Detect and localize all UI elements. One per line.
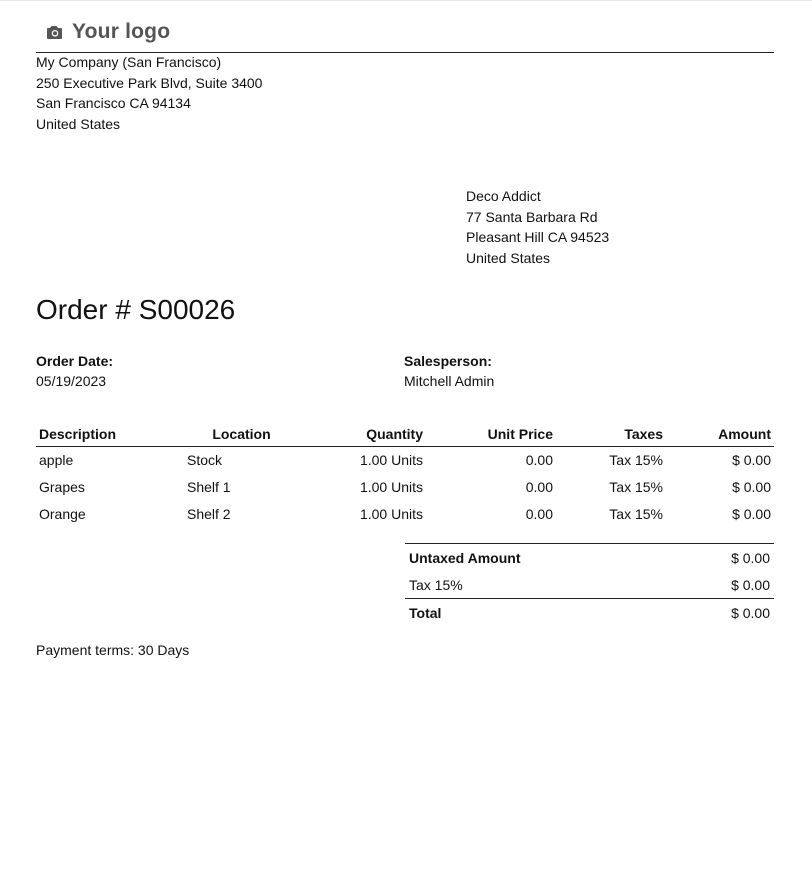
page-top-border	[0, 0, 812, 1]
untaxed-amount-row	[405, 544, 774, 572]
customer-address	[466, 186, 609, 268]
total-value: $ 0.00	[670, 599, 774, 627]
order-date-block	[36, 351, 113, 391]
cell-unit-price: 0.00	[525, 452, 553, 468]
table-row	[36, 500, 774, 527]
cell-taxes: Tax 15%	[609, 452, 663, 468]
cell-taxes: Tax 15%	[609, 505, 663, 522]
cell-unit-price: 0.00	[525, 478, 553, 495]
cell-location: Shelf 1	[187, 478, 231, 495]
cell-description: apple	[39, 452, 74, 468]
untaxed-amount-label: Untaxed Amount	[405, 544, 670, 572]
customer-city: Pleasant Hill CA 94523	[466, 229, 610, 245]
customer-country: United States	[466, 249, 551, 266]
company-logo	[46, 20, 170, 44]
order-date-label: Order Date:	[36, 353, 114, 369]
cell-description: Orange	[39, 505, 86, 522]
cell-unit-price: 0.00	[525, 505, 553, 522]
company-name: My Company (San Francisco)	[36, 54, 222, 70]
column-header-quantity: Quantity	[299, 422, 426, 447]
untaxed-amount-value: $ 0.00	[670, 544, 774, 572]
cell-location: Shelf 2	[187, 505, 231, 522]
column-header-unit-price: Unit Price	[426, 422, 556, 447]
totals-table	[405, 543, 774, 626]
salesperson-value: Mitchell Admin	[404, 373, 495, 389]
camera-icon	[46, 25, 64, 40]
column-header-taxes: Taxes	[556, 422, 666, 447]
company-street: 250 Executive Park Blvd, Suite 3400	[36, 74, 263, 91]
payment-terms: Payment terms: 30 Days	[36, 642, 190, 658]
column-header-amount: Amount	[666, 422, 774, 447]
column-header-description: Description	[36, 422, 184, 447]
cell-description: Grapes	[39, 478, 85, 495]
customer-name: Deco Addict	[466, 188, 541, 204]
column-header-location: Location	[184, 422, 299, 447]
customer-street: 77 Santa Barbara Rd	[466, 208, 598, 225]
company-city: San Francisco CA 94134	[36, 95, 191, 111]
tax-label: Tax 15%	[409, 576, 463, 593]
table-header-row	[36, 422, 774, 447]
total-label: Total	[405, 599, 670, 627]
salesperson-label: Salesperson:	[404, 353, 492, 369]
cell-quantity: 1.00 Units	[359, 452, 423, 468]
cell-amount: $ 0.00	[732, 452, 771, 468]
cell-amount: $ 0.00	[732, 478, 771, 495]
company-address	[36, 52, 262, 134]
order-title: Order # S00026	[36, 294, 236, 325]
table-row	[36, 473, 774, 500]
salesperson-block	[404, 351, 494, 391]
table-row	[36, 447, 774, 474]
tax-value: $ 0.00	[731, 576, 770, 593]
order-lines-table	[36, 422, 774, 527]
total-row	[405, 599, 774, 627]
cell-amount: $ 0.00	[732, 505, 771, 522]
cell-location: Stock	[187, 452, 223, 468]
tax-row	[405, 571, 774, 599]
cell-quantity: 1.00 Units	[359, 478, 423, 495]
cell-taxes: Tax 15%	[609, 478, 663, 495]
order-date-value: 05/19/2023	[36, 373, 107, 389]
cell-quantity: 1.00 Units	[359, 505, 423, 522]
company-country: United States	[36, 115, 121, 132]
logo-text: Your logo	[72, 20, 171, 43]
